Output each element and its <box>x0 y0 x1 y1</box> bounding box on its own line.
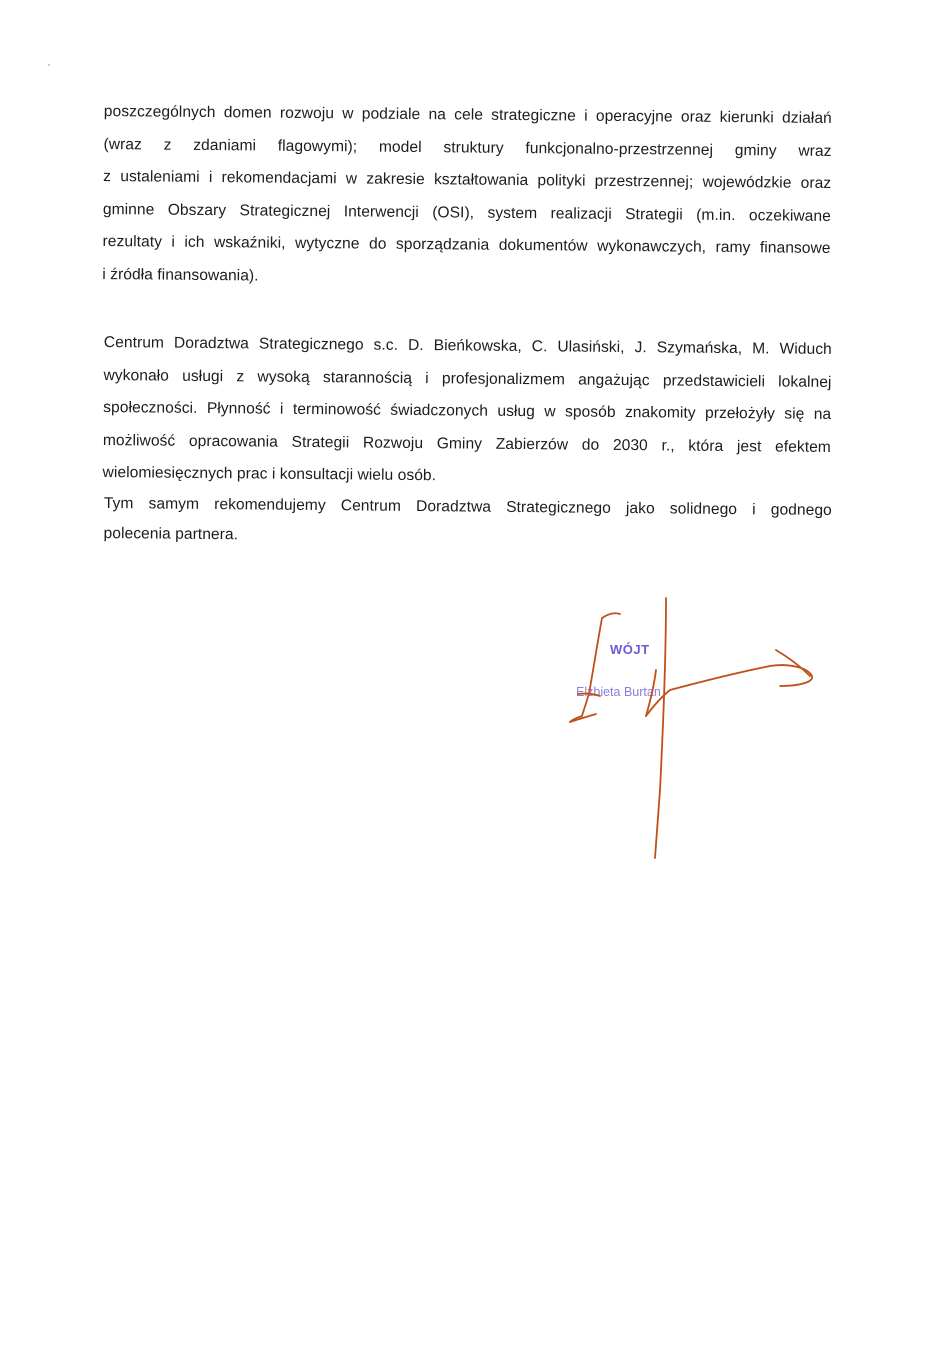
text-line: i źródła finansowania). <box>102 265 259 284</box>
text-line: wykonało usługi z wysoką starannością i profesjonalizmem angażując przedstawicieli lokalnej <box>103 366 832 391</box>
text-line: społeczności. Płynność i terminowość świadczonych usług w sposób znakomity przełożyły się na <box>103 398 832 423</box>
text-line: Tym samym rekomendujemy Centrum Doradztwa Strategicznego jako solidnego i godnego <box>103 494 832 519</box>
stamp-name: Elżbieta Burtan <box>576 685 661 699</box>
paragraph-assessment <box>102 327 832 496</box>
scan-dot <box>48 64 50 66</box>
text-line: gminne Obszary Strategicznej Interwencji (OSI), system realizacji Strategii (m.in. oczekiwane <box>102 200 831 225</box>
text-line: Centrum Doradztwa Strategicznego s.c. D. Bieńkowska, C. Ulasiński, J. Szymańska, M. Widuch <box>103 333 832 358</box>
text-line: z ustaleniami i rekomendacjami w zakresie kształtowania polityki przestrzennej; wojewódzkie oraz <box>103 167 832 192</box>
text-line: wielomiesięcznych prac i konsultacji wielu osób. <box>102 463 437 485</box>
text-line: rezultaty i ich wskaźniki, wytyczne do sporządzania dokumentów wykonawczych, ramy finansowe <box>102 232 831 257</box>
text-line: możliwość opracowania Strategii Rozwoju Gminy Zabierzów do 2030 r., która jest efektem <box>102 431 831 456</box>
text-line: poszczególnych domen rozwoju w podziale na cele strategiczne i operacyjne oraz kierunki działań <box>103 102 832 127</box>
stamp-title: WÓJT <box>610 642 650 657</box>
paragraph-recommendation <box>103 489 832 556</box>
paragraph-scope <box>102 96 832 298</box>
handwritten-signature <box>560 590 830 870</box>
text-line: (wraz z zdaniami flagowymi); model struktury funkcjonalno-przestrzennej gminy wraz <box>103 135 832 160</box>
signature-strokes <box>570 598 812 858</box>
text-line: polecenia partnera. <box>103 524 239 544</box>
